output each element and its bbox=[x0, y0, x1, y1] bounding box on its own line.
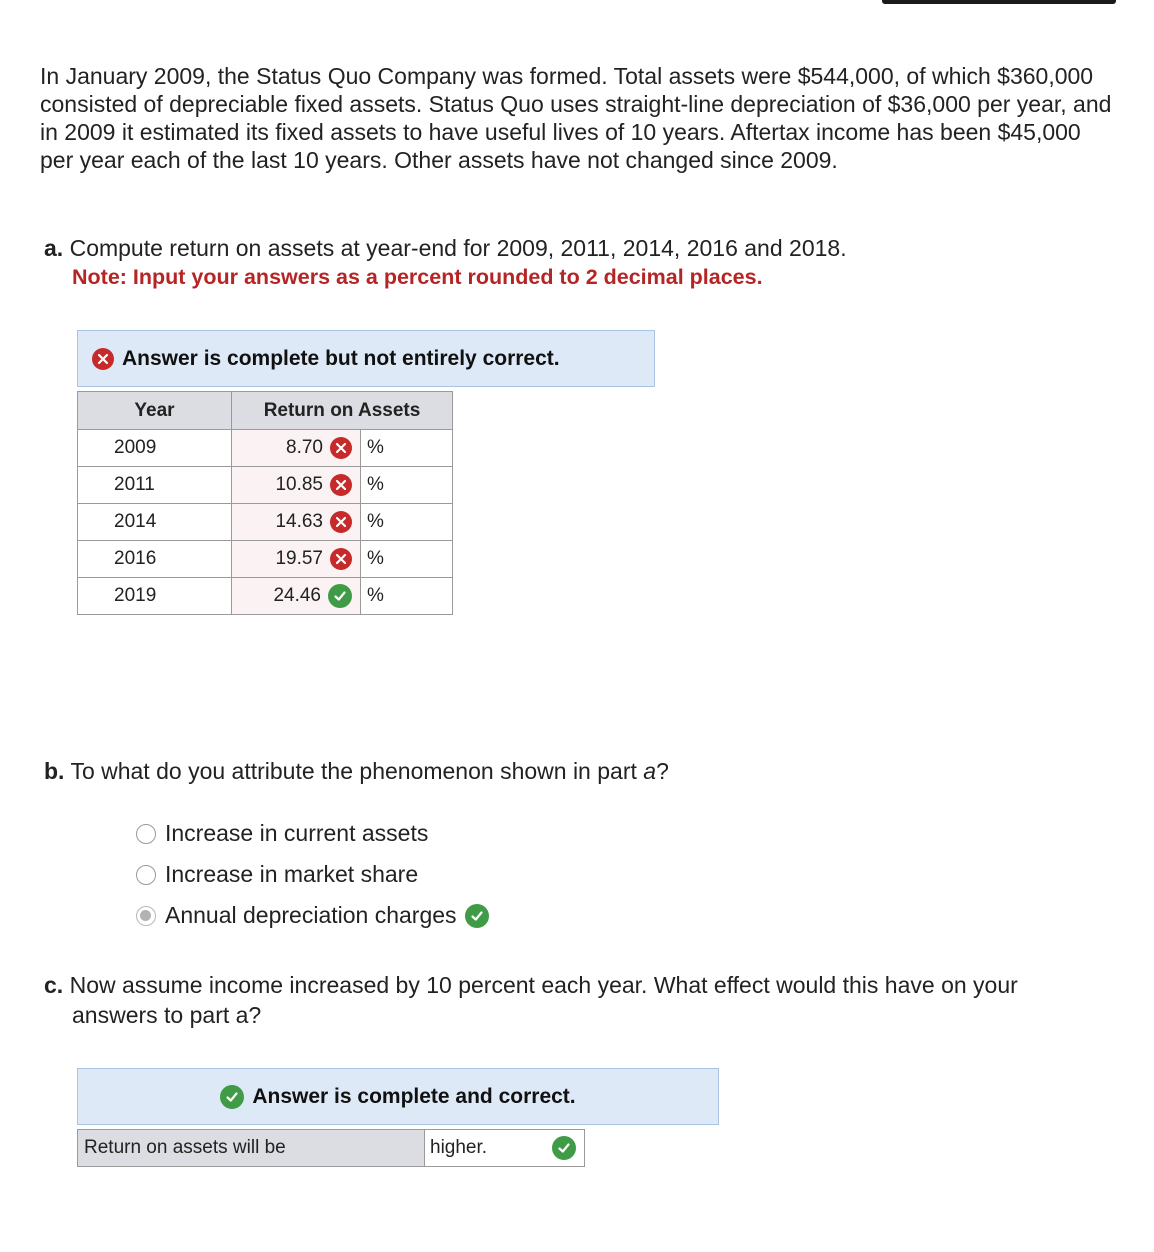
incorrect-icon bbox=[330, 548, 352, 570]
part-b-text-italic: a bbox=[643, 758, 657, 784]
table-row bbox=[78, 541, 453, 578]
return-value[interactable]: 24.46 bbox=[273, 585, 321, 606]
table-row bbox=[78, 467, 453, 504]
correct-icon bbox=[328, 584, 352, 608]
year-cell: 2009 bbox=[78, 430, 232, 467]
radio-button-selected[interactable] bbox=[136, 906, 156, 926]
return-value[interactable]: 19.57 bbox=[275, 548, 323, 569]
radio-button[interactable] bbox=[136, 865, 156, 885]
return-value[interactable]: 14.63 bbox=[275, 511, 323, 532]
table-row bbox=[78, 504, 453, 541]
return-input-cell[interactable] bbox=[232, 430, 361, 467]
part-a-question bbox=[44, 233, 1124, 263]
incorrect-icon bbox=[330, 474, 352, 496]
option-label: Increase in current assets bbox=[165, 820, 429, 846]
return-input-cell[interactable] bbox=[232, 467, 361, 504]
percent-unit: % bbox=[361, 504, 453, 541]
year-cell: 2019 bbox=[78, 578, 232, 615]
part-b-question bbox=[44, 756, 669, 786]
part-c-banner-text: Answer is complete and correct. bbox=[252, 1084, 576, 1108]
correct-icon bbox=[465, 904, 489, 928]
option-increase-current-assets[interactable] bbox=[136, 813, 489, 854]
part-b-text-suffix: ? bbox=[656, 758, 669, 784]
percent-unit: % bbox=[361, 541, 453, 578]
part-c-text-line1: Now assume income increased by 10 percent each year. What effect would this have on your bbox=[69, 972, 1018, 998]
part-c-answer-row bbox=[77, 1129, 585, 1167]
incorrect-icon bbox=[330, 437, 352, 459]
option-label: Annual depreciation charges bbox=[165, 902, 457, 928]
answer-dropdown[interactable] bbox=[425, 1129, 585, 1167]
percent-unit: % bbox=[361, 430, 453, 467]
table-header-row bbox=[78, 392, 453, 430]
percent-unit: % bbox=[361, 578, 453, 615]
radio-button[interactable] bbox=[136, 824, 156, 844]
header-year: Year bbox=[78, 392, 232, 430]
part-c-text-line2: answers to part a? bbox=[72, 1002, 262, 1028]
part-b-options bbox=[136, 813, 489, 936]
year-cell: 2016 bbox=[78, 541, 232, 578]
year-cell: 2014 bbox=[78, 504, 232, 541]
return-input-cell[interactable] bbox=[232, 541, 361, 578]
part-c-question bbox=[44, 970, 1124, 1030]
incorrect-icon bbox=[92, 348, 114, 370]
incorrect-icon bbox=[330, 511, 352, 533]
part-a-letter: a. bbox=[44, 235, 64, 261]
return-value[interactable]: 8.70 bbox=[286, 437, 323, 458]
part-a-text: Compute return on assets at year-end for 2009, 2011, 2014, 2016 and 2018. bbox=[69, 235, 847, 261]
table-row bbox=[78, 578, 453, 615]
correct-icon bbox=[552, 1136, 576, 1160]
correct-icon bbox=[220, 1085, 244, 1109]
return-input-cell[interactable] bbox=[232, 578, 361, 615]
part-b-letter: b. bbox=[44, 758, 65, 784]
part-c-letter: c. bbox=[44, 972, 64, 998]
option-label: Increase in market share bbox=[165, 861, 419, 887]
return-value[interactable]: 10.85 bbox=[275, 474, 323, 495]
option-increase-market-share[interactable] bbox=[136, 854, 489, 895]
answer-value: higher. bbox=[430, 1137, 488, 1158]
answer-label: Return on assets will be bbox=[77, 1129, 425, 1167]
part-a-banner-text: Answer is complete but not entirely correct. bbox=[122, 346, 560, 370]
return-input-cell[interactable] bbox=[232, 504, 361, 541]
top-edge-bar bbox=[882, 0, 1116, 4]
return-on-assets-table bbox=[77, 391, 453, 615]
part-a-result-banner bbox=[77, 330, 655, 387]
part-b-text: To what do you attribute the phenomenon shown in part bbox=[70, 758, 644, 784]
option-annual-depreciation-charges[interactable] bbox=[136, 895, 489, 936]
year-cell: 2011 bbox=[78, 467, 232, 504]
part-c-result-banner bbox=[77, 1068, 719, 1125]
problem-intro: In January 2009, the Status Quo Company was formed. Total assets were $544,000, of which $360,000 consisted of depreciable fixed assets. Status Quo uses straight-line depreciation of $36,000 per year, and in 2009 it estimated its fixed assets to have useful lives of 10 years. Aftertax income has been $45,000 per year each of the last 10 years. Other assets have not changed since 2009. bbox=[40, 63, 1112, 173]
table-row bbox=[78, 430, 453, 467]
header-return-on-assets: Return on Assets bbox=[232, 392, 453, 430]
part-a-note: Note: Input your answers as a percent rounded to 2 decimal places. bbox=[72, 265, 763, 289]
percent-unit: % bbox=[361, 467, 453, 504]
